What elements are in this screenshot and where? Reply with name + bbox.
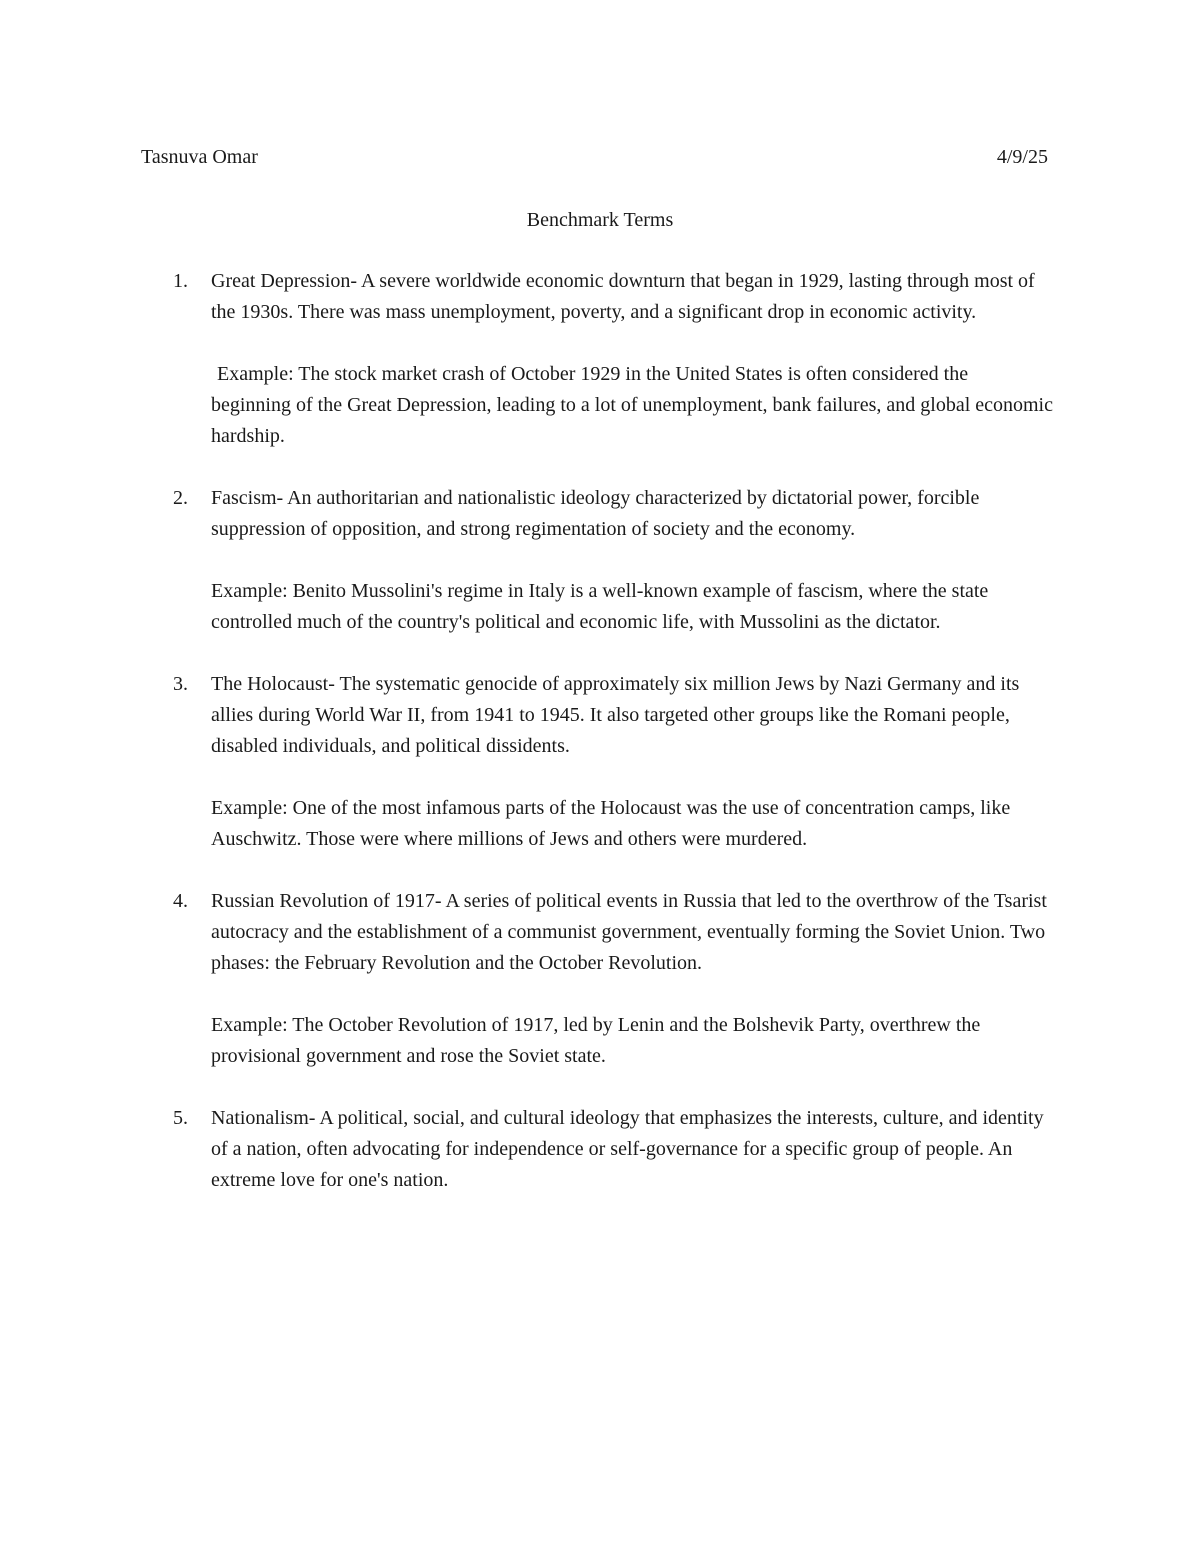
term-example: Example: Benito Mussolini's regime in Italy is a well-known example of fascism, where the state controlled much of the country's political and economic life, with Mussolini as the dictator. bbox=[211, 580, 989, 633]
term-definition: Russian Revolution of 1917- A series of political events in Russia that led to the overthrow of the Tsarist autocracy and the establishment of a communist government, eventually forming the Soviet Union. Two phases: the February Revolution and the October Revolution. bbox=[211, 890, 1047, 974]
term-definition: Fascism- An authoritarian and nationalistic ideology characterized by dictatorial power, forcible suppression of opposition, and strong regimentation of society and the economy. bbox=[211, 487, 980, 540]
term-example: Example: The stock market crash of October 1929 in the United States is often considered the beginning of the Great Depression, leading to a lot of unemployment, bank failures, and global economic hardship. bbox=[211, 363, 1053, 447]
term-definition: Nationalism- A political, social, and cultural ideology that emphasizes the interests, culture, and identity of a nation, often advocating for independence or self-governance for a specific group of people. An extreme love for one's nation. bbox=[211, 1107, 1044, 1191]
page-title: Benchmark Terms bbox=[526, 209, 674, 231]
term-example: Example: The October Revolution of 1917, led by Lenin and the Bolshevik Party, overthrew the provisional government and rose the Soviet state. bbox=[211, 1014, 981, 1067]
term-number: 1. bbox=[173, 270, 188, 292]
author-name: Tasnuva Omar bbox=[141, 146, 258, 168]
term-item-russian-revolution bbox=[173, 886, 1053, 1072]
term-number: 2. bbox=[173, 487, 188, 509]
term-item-holocaust bbox=[173, 669, 1053, 855]
term-item-great-depression bbox=[173, 266, 1053, 452]
term-number: 4. bbox=[173, 890, 188, 912]
term-item-fascism bbox=[173, 483, 1053, 638]
terms-list bbox=[173, 266, 1053, 1227]
document-date: 4/9/25 bbox=[996, 146, 1048, 168]
term-item-nationalism bbox=[173, 1103, 1053, 1196]
term-number: 3. bbox=[173, 673, 188, 695]
term-number: 5. bbox=[173, 1107, 188, 1129]
term-definition: Great Depression- A severe worldwide economic downturn that began in 1929, lasting through most of the 1930s. There was mass unemployment, poverty, and a significant drop in economic activity. bbox=[211, 270, 1035, 323]
term-example: Example: One of the most infamous parts of the Holocaust was the use of concentration camps, like Auschwitz. Those were where millions of Jews and others were murdered. bbox=[211, 797, 1011, 850]
document-header bbox=[141, 141, 1048, 173]
term-definition: The Holocaust- The systematic genocide of approximately six million Jews by Nazi Germany and its allies during World War II, from 1941 to 1945. It also targeted other groups like the Romani people, disabled individuals, and political dissidents. bbox=[211, 673, 1020, 757]
